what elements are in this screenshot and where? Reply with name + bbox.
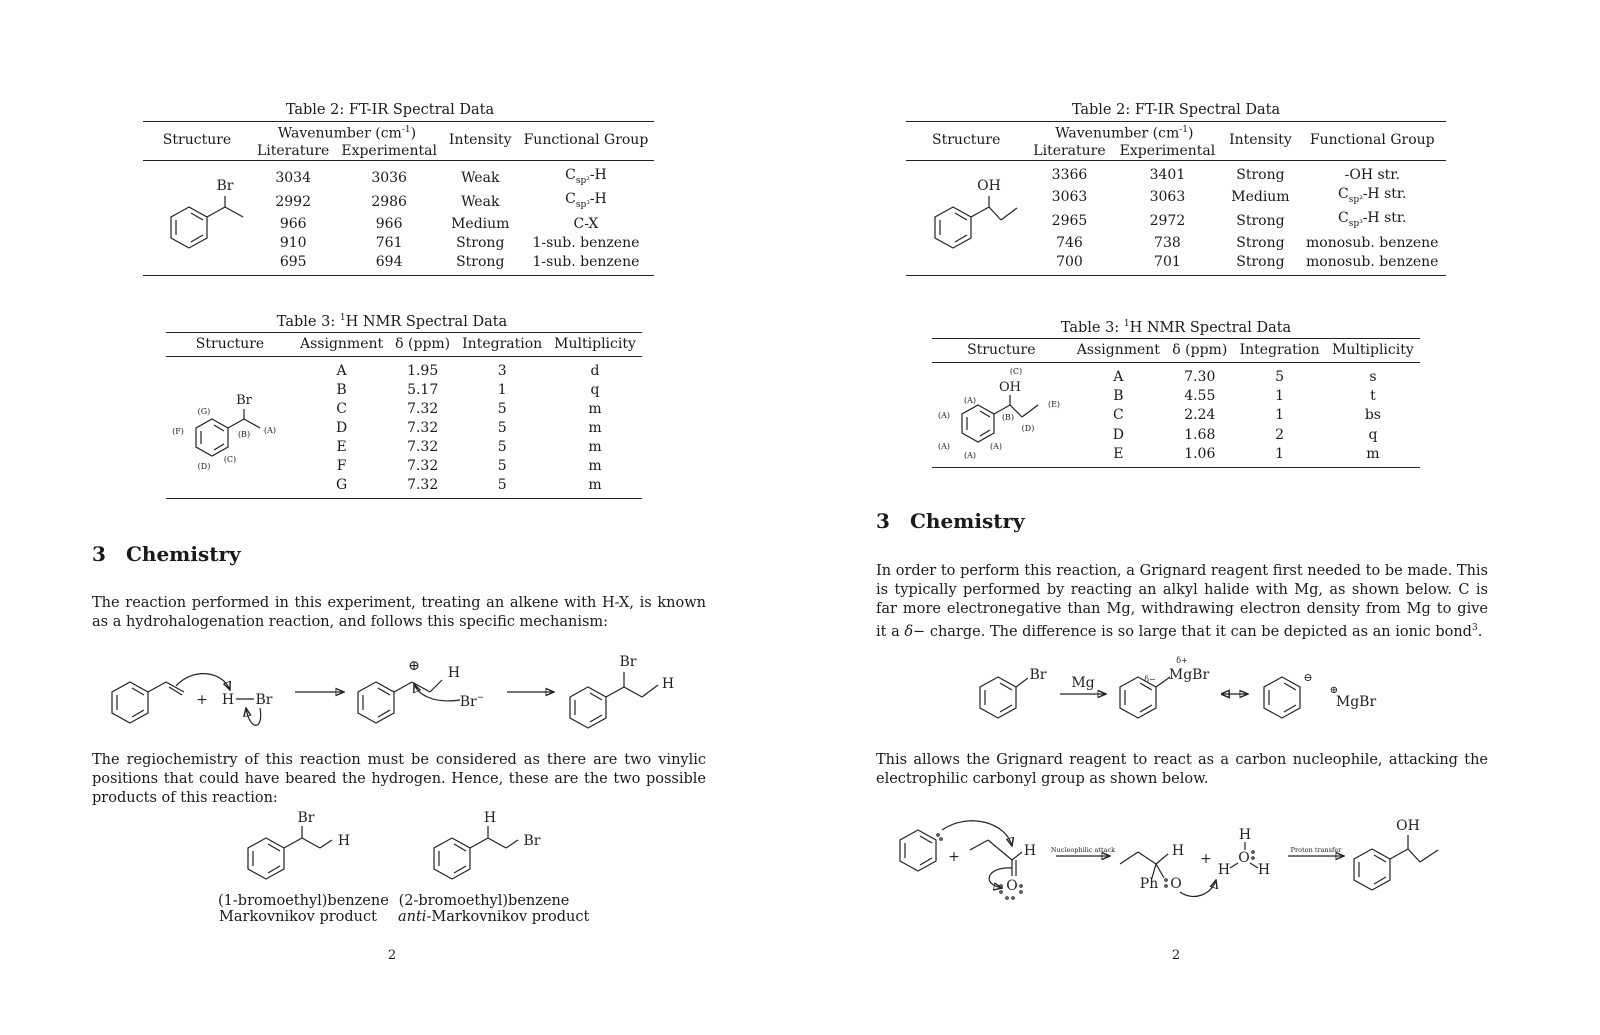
table-row: C 2.24 1 bs <box>1113 407 1381 424</box>
paragraph-hydrohalogenation: The reaction performed in this experiment, treating an alkene with H-X, is known as a hydrohalogenation reaction, and follows this specific mechanism: <box>92 595 706 630</box>
svg-text:O: O <box>1006 878 1018 894</box>
svg-text:(C): (C) <box>223 454 237 464</box>
ir-header-experimental: Experimental <box>1119 142 1216 159</box>
product-anti-markovnikov-structure <box>418 808 548 888</box>
table-row: OH 3366 3401 Strong -OH str. <box>906 160 1446 185</box>
svg-text:+: + <box>948 849 960 865</box>
nmr-table-caption: Table 3: $^1$H NMR Spectral Data <box>1060 319 1292 336</box>
svg-text:(D): (D) <box>197 461 211 471</box>
ir-header-wavenumber: Wavenumber $(cm^{-1})$ <box>1055 125 1194 142</box>
svg-text:H: H <box>447 665 461 681</box>
svg-text:(A): (A) <box>938 442 951 451</box>
product-markovnikov-label: (1-bromoethyl)benzene Markovnikov product <box>218 893 389 925</box>
ir-structure-label: Br <box>216 177 234 194</box>
svg-text:+: + <box>1200 851 1212 867</box>
ir-structure-cell <box>906 160 1026 276</box>
svg-text:Br: Br <box>255 692 273 708</box>
ir-header-functional-group: Functional Group <box>1309 132 1435 149</box>
hydrohalogenation-mechanism <box>92 650 712 740</box>
svg-text:(C): (C) <box>1010 367 1023 376</box>
ir-header-functional-group: Functional Group <box>523 132 649 149</box>
svg-text:Proton transfer: Proton transfer <box>1290 846 1342 854</box>
grignard-addition-mechanism <box>888 808 1508 908</box>
section-heading: 3 Chemistry <box>92 542 241 566</box>
ir-header-experimental: Experimental <box>341 142 437 159</box>
ir-header-wavenumber: Wavenumber $(cm^{-1})$ <box>277 125 417 142</box>
table-row: 910 761 Strong 1-sub. benzene <box>279 235 640 252</box>
svg-text:H: H <box>1217 862 1231 878</box>
table-row: 700 701 Strong monosub. benzene <box>1056 254 1439 271</box>
svg-text:OH: OH <box>999 380 1022 395</box>
svg-text:H: H <box>221 692 235 708</box>
svg-text:(E): (E) <box>1048 400 1061 409</box>
nmr-structure-1-bromoethylbenzene <box>170 379 290 471</box>
table-row: 746 738 Strong monosub. benzene <box>1056 235 1439 252</box>
table-row: E 1.06 1 m <box>1113 445 1380 462</box>
nmr-label-br: Br <box>236 392 252 408</box>
svg-text:MgBr: MgBr <box>1168 667 1210 683</box>
svg-text:H: H <box>483 810 497 826</box>
table-row: D 7.32 5 m <box>335 420 602 436</box>
svg-text:O: O <box>1170 876 1182 892</box>
nmr-header-multiplicity: Multiplicity <box>1332 342 1414 358</box>
svg-text:(A): (A) <box>990 442 1003 451</box>
svg-text:H: H <box>1171 843 1185 859</box>
nmr-header-integration: Integration <box>462 336 543 352</box>
section-heading: 3 Chemistry <box>876 509 1025 533</box>
svg-text:Nucleophilic attack: Nucleophilic attack <box>1050 846 1116 854</box>
ir-structure-1-phenylpropanol <box>911 172 1021 258</box>
ir-header-structure: Structure <box>162 132 232 149</box>
nmr-structure-cell <box>166 357 294 499</box>
table-row: 966 966 Medium C-X <box>279 216 599 233</box>
ir-table <box>906 121 1446 276</box>
nmr-structure-1-phenylpropanol <box>936 365 1066 459</box>
table-row: G 7.32 5 m <box>335 477 602 493</box>
svg-text:Br−: Br− <box>459 693 485 710</box>
right-page <box>800 0 1600 1035</box>
svg-text:OH: OH <box>1396 818 1420 834</box>
table-row: Br 3034 3036 Weak $C_{sp^2}-H$ <box>143 160 654 190</box>
table-row: B 5.17 1 q <box>336 382 600 398</box>
table-row: 2965 2972 Strong $C_{sp^3}-H$ str. <box>1051 210 1407 230</box>
nmr-table <box>932 338 1420 468</box>
svg-text:(G): (G) <box>197 406 211 416</box>
product-anti-markovnikov-label: (2-bromoethyl)benzene anti-Markovnikov product <box>398 893 590 925</box>
svg-text:+: + <box>196 692 208 708</box>
table-row: E 7.32 5 m <box>336 439 602 455</box>
product-markovnikov-structure <box>232 808 362 888</box>
table-row: D 1.68 2 q <box>1112 426 1378 443</box>
ir-structure-1-bromoethylbenzene <box>147 172 247 258</box>
table-row: OH (C) (A) (A) (B) (E) (D) (A) (A) (A) A 7.30 5 s <box>932 363 1420 388</box>
ir-header-literature: Literature <box>257 142 330 159</box>
nmr-header-assignment: Assignment <box>1076 342 1160 358</box>
svg-text:(A): (A) <box>263 425 277 435</box>
svg-text:(B): (B) <box>1002 413 1015 422</box>
svg-text:(A): (A) <box>964 451 977 459</box>
svg-text:⊕: ⊕ <box>408 658 420 674</box>
ir-header-intensity: Intensity <box>1229 132 1292 149</box>
table-row: 2992 2986 Weak $C_{sp^3}-H$ <box>275 191 607 211</box>
paragraph-nucleophile: This allows the Grignard reagent to react as a carbon nucleophile, attacking the electrophilic carbonyl group as shown below. <box>876 752 1488 787</box>
nmr-structure-cell <box>932 363 1071 468</box>
ir-table-caption: Table 2: FT-IR Spectral Data <box>285 102 495 118</box>
table-row: B 4.55 1 t <box>1113 388 1376 405</box>
nmr-header-delta: δ (ppm) <box>395 336 451 352</box>
nmr-header-structure: Structure <box>967 342 1036 358</box>
ir-structure-cell <box>143 160 251 276</box>
paragraph-grignard: In order to perform this reaction, a Grignard reagent first needed to be made. This is typically performed by reacting an alkyl halide with Mg, as shown below. C is far more electronegative than Mg, withdrawing electron density from Mg to give it a δ− charge. The difference is so large that it can be depicted as an ionic bond$^3$. <box>876 563 1488 640</box>
svg-text:Ph: Ph <box>1139 876 1159 892</box>
svg-text:Mg: Mg <box>1071 675 1095 691</box>
ir-table-caption: Table 2: FT-IR Spectral Data <box>1071 102 1281 118</box>
table-row: C 7.32 5 m <box>336 401 602 417</box>
svg-text:H: H <box>661 676 675 692</box>
svg-text:H: H <box>1238 827 1252 843</box>
svg-text:Br: Br <box>1029 667 1047 683</box>
ir-header-literature: Literature <box>1033 142 1106 159</box>
svg-text:(F): (F) <box>172 426 184 436</box>
nmr-table <box>166 332 642 499</box>
svg-text:Br: Br <box>297 810 315 826</box>
svg-text:(B): (B) <box>237 429 251 439</box>
nmr-header-assignment: Assignment <box>300 336 384 352</box>
svg-text:δ+: δ+ <box>1176 656 1188 665</box>
paragraph-regiochemistry: The regiochemistry of this reaction must be considered as there are two vinylic positions that could have beared the hydrogen. Hence, these are the two possible products of this reaction: <box>92 752 706 806</box>
svg-text:H: H <box>337 833 351 849</box>
grignard-formation-scheme <box>970 652 1410 732</box>
nmr-header-multiplicity: Multiplicity <box>554 336 636 352</box>
ir-header-intensity: Intensity <box>448 132 512 149</box>
svg-text:Br: Br <box>523 833 541 849</box>
svg-text:Br: Br <box>619 654 637 670</box>
nmr-table-caption: Table 3: $^1$H NMR Spectral Data <box>276 313 508 330</box>
nmr-header-structure: Structure <box>195 336 265 352</box>
nmr-header-integration: Integration <box>1239 342 1320 358</box>
svg-text:(D): (D) <box>1021 424 1035 433</box>
table-row: 695 694 Strong 1-sub. benzene <box>279 254 640 271</box>
table-row: F 7.32 5 m <box>336 458 602 474</box>
svg-text:(A): (A) <box>938 411 951 420</box>
svg-text:H: H <box>1023 843 1037 859</box>
svg-text:MgBr: MgBr <box>1335 694 1377 710</box>
svg-text:⊕: ⊕ <box>1329 685 1339 696</box>
ir-header-structure: Structure <box>932 132 1001 149</box>
table-row: 3063 3063 Medium $C_{sp^2}-H$ str. <box>1051 185 1407 205</box>
nmr-header-delta: δ (ppm) <box>1172 342 1228 358</box>
page-number: 2 <box>1171 948 1181 963</box>
svg-text:H: H <box>1257 862 1271 878</box>
table-row: Br (G) (F) (B) (A) (C) (D) A 1.95 3 d <box>166 357 642 382</box>
svg-text:δ−: δ− <box>1144 675 1156 684</box>
svg-text:⊖: ⊖ <box>1303 671 1313 684</box>
ir-table <box>143 121 654 276</box>
ir-structure-label: OH <box>977 177 1002 194</box>
svg-text:(A): (A) <box>964 396 977 405</box>
svg-text:O: O <box>1238 850 1250 866</box>
page-number: 2 <box>387 948 397 963</box>
